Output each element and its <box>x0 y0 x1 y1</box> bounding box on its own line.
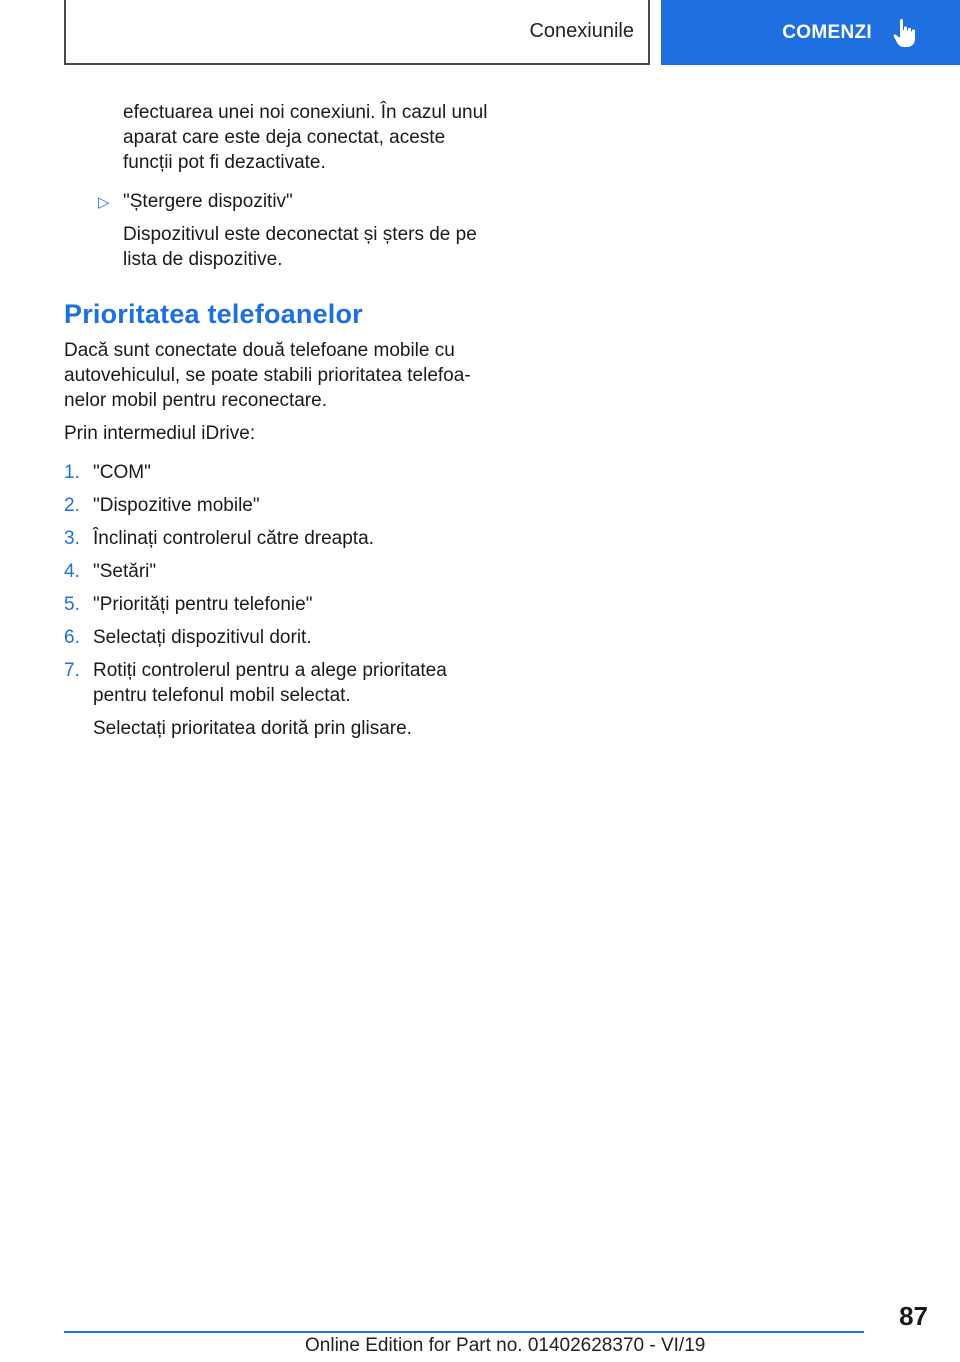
step-text: "Setări" <box>93 561 157 582</box>
list-item <box>64 493 494 518</box>
list-item <box>64 526 494 551</box>
footer-edition: Online Edition for Part no. 01402628370 - VI/19 <box>305 1335 706 1356</box>
page-content <box>64 100 494 741</box>
list-item <box>64 592 494 617</box>
idrive-paragraph: Prin intermediul iDrive: <box>64 423 256 444</box>
step-note: Selectați prioritatea dorită prin glisare. <box>93 718 412 739</box>
step-number: 7. <box>64 660 80 681</box>
option-description: Dispozitivul este deconectat și șters de pe lista de dispozitive. <box>123 224 477 270</box>
option-item <box>64 189 494 272</box>
list-item <box>64 559 494 584</box>
continuation-paragraph: efectuarea unei noi conexiuni. În cazul unul aparat care este deja conectat, aceste funcții pot fi dezactivate. <box>123 102 488 173</box>
option-label: "Ștergere dispozitiv" <box>123 191 293 212</box>
step-number: 5. <box>64 594 80 615</box>
section-title: Conexiunile <box>529 20 634 42</box>
step-text: Rotiți controlerul pentru a alege prioritatea pentru telefonul mobil selectat. <box>93 660 447 706</box>
step-text: "COM" <box>93 462 151 483</box>
footer-divider <box>64 1331 864 1333</box>
step-number: 6. <box>64 627 80 648</box>
list-item <box>64 460 494 485</box>
step-text: "Priorități pentru telefonie" <box>93 594 313 615</box>
intro-paragraph: Dacă sunt conectate două telefoane mobile cu autovehiculul, se poate stabili prioritatea telefoanelor mobil pentru reconectare. <box>64 340 471 411</box>
list-item <box>64 658 494 708</box>
section-heading: Prioritatea telefoanelor <box>64 299 363 329</box>
step-number: 3. <box>64 528 80 549</box>
steps-list <box>64 460 494 708</box>
pointing-hand-icon <box>892 18 918 48</box>
chapter-title: COMENZI <box>782 21 872 43</box>
step-text: Înclinați controlerul către dreapta. <box>93 528 374 549</box>
header-chapter-tab <box>661 0 960 65</box>
step-text: Selectați dispozitivul dorit. <box>93 627 312 648</box>
step-number: 2. <box>64 495 80 516</box>
list-item <box>64 625 494 650</box>
page-number: 87 <box>899 1301 928 1331</box>
header-section-tab <box>64 0 650 65</box>
step-number: 1. <box>64 462 80 483</box>
triangle-marker-icon: ▷ <box>98 194 110 211</box>
step-text: "Dispozitive mobile" <box>93 495 260 516</box>
step-number: 4. <box>64 561 80 582</box>
